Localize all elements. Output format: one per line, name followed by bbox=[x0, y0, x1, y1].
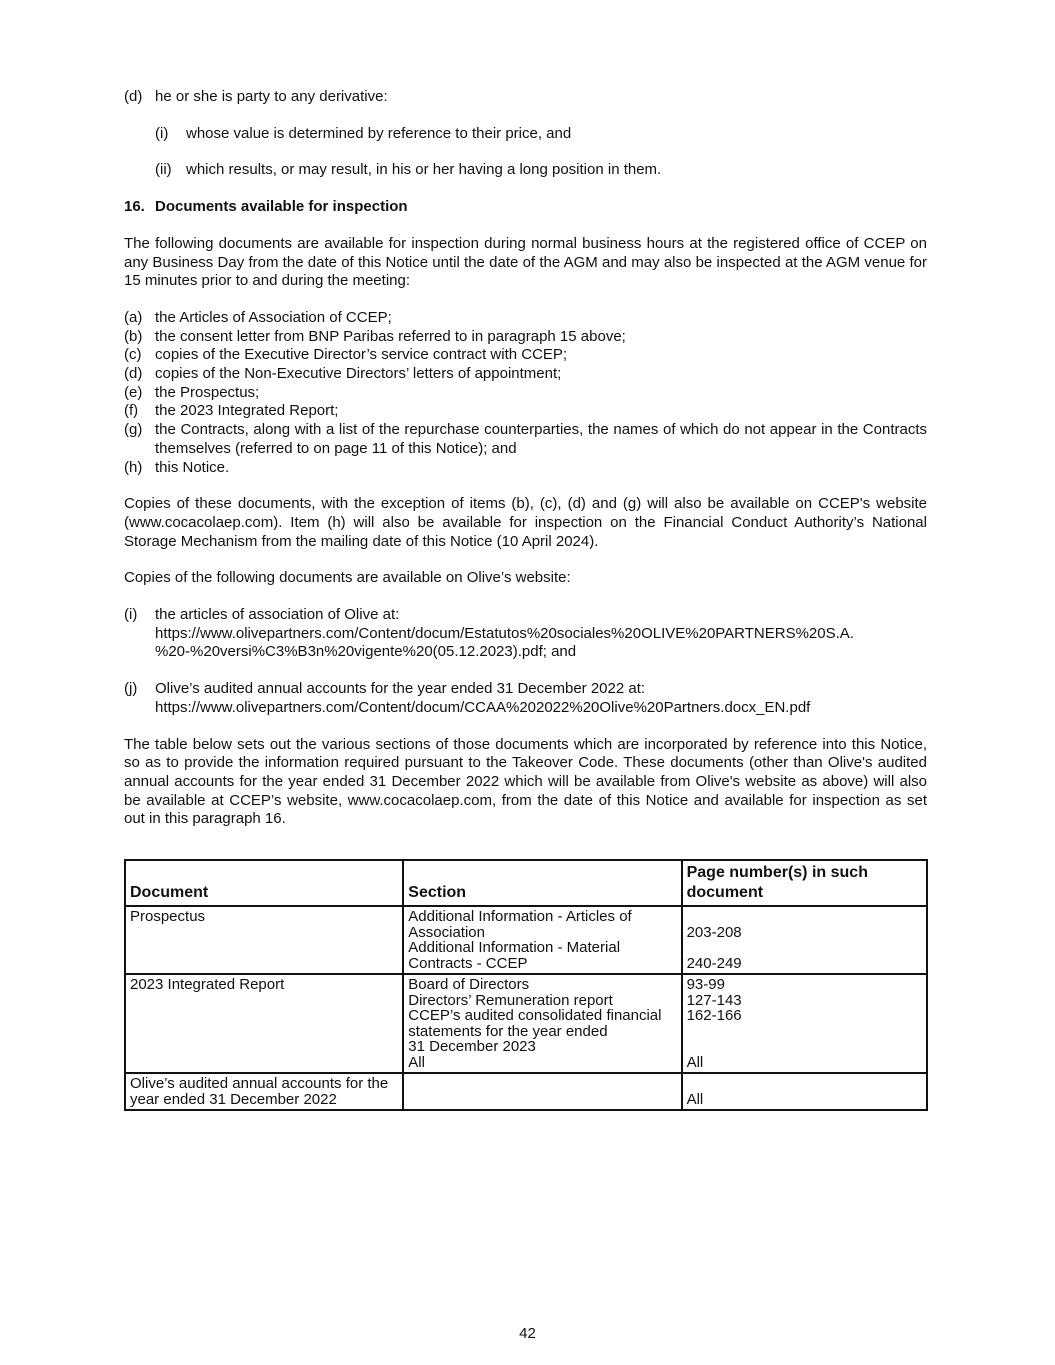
olive-item-j bbox=[124, 680, 927, 717]
cell-line: Directors’ Remuneration report bbox=[408, 991, 613, 1009]
list-label: (i) bbox=[124, 606, 138, 624]
list-text: the Prospectus; bbox=[155, 383, 260, 401]
header-document: Document bbox=[125, 860, 403, 906]
list-label: (f) bbox=[124, 402, 139, 420]
documents-list bbox=[124, 309, 927, 477]
list-item bbox=[124, 384, 927, 403]
list-label: (h) bbox=[124, 458, 143, 476]
paragraph-website: Copies of these documents, with the exception of items (b), (c), (d) and (g) will also be available on CCEP's website (www.cocacolaep.com). Item (h) will also be available for inspection on the Financial Conduct Authority’s National Storage Mechanism from the mailing date of this Notice (10 April 2024). bbox=[124, 495, 927, 550]
table-row bbox=[125, 1073, 927, 1110]
olive-j-text: Olive’s audited annual accounts for the year ended 31 December 2022 at: bbox=[155, 680, 646, 698]
list-text: the 2023 Integrated Report; bbox=[155, 402, 339, 420]
section-heading bbox=[124, 198, 927, 217]
cell-pages bbox=[682, 1073, 927, 1110]
section-number: 16. bbox=[124, 198, 145, 216]
list-label: (b) bbox=[124, 327, 143, 345]
olive-accounts-link[interactable]: https://www.olivepartners.com/Content/docum/CCAA%202022%20Olive%20Partners.docx_EN.pdf bbox=[155, 698, 811, 716]
cell-line: 127-143 bbox=[686, 991, 742, 1009]
olive-articles-link-cont[interactable]: %20-%20versi%C3%B3n%20vigente%20(05.12.2023).pdf; and bbox=[155, 643, 577, 661]
list-label: (i) bbox=[155, 124, 169, 142]
cell-line bbox=[687, 940, 922, 956]
list-label: (e) bbox=[124, 383, 143, 401]
olive-item-i bbox=[124, 606, 927, 662]
list-text: copies of the Non-Executive Directors’ letters of appointment; bbox=[155, 365, 562, 383]
list-label: (c) bbox=[124, 346, 142, 364]
list-text: copies of the Executive Director’s service contract with CCEP; bbox=[155, 346, 568, 364]
table-header-row bbox=[125, 860, 927, 906]
list-item bbox=[124, 365, 927, 384]
list-text: this Notice. bbox=[155, 458, 230, 476]
list-label: (j) bbox=[124, 680, 138, 698]
list-item bbox=[124, 346, 927, 365]
cell-line: 31 December 2023 bbox=[408, 1038, 536, 1055]
cell-line: All bbox=[686, 1053, 704, 1071]
list-text bbox=[155, 680, 927, 717]
olive-articles-link[interactable]: https://www.olivepartners.com/Content/docum/Estatutos%20sociales%20OLIVE%20PARTNERS%20S.A. bbox=[155, 624, 854, 642]
cell-line: 93-99 bbox=[686, 976, 725, 993]
list-label: (d) bbox=[124, 365, 143, 383]
cell-line: Board of Directors bbox=[408, 976, 530, 993]
list-item bbox=[124, 328, 927, 347]
cell-line: Contracts - CCEP bbox=[408, 954, 528, 972]
list-item bbox=[124, 402, 927, 421]
intro-subitem bbox=[155, 161, 927, 180]
cell-document: Olive’s audited annual accounts for the year ended 31 December 2022 bbox=[125, 1073, 403, 1110]
list-label: (d) bbox=[124, 88, 143, 105]
cell-line: All bbox=[686, 1090, 704, 1108]
cell-line: 162-166 bbox=[686, 1007, 742, 1024]
cell-section bbox=[403, 906, 681, 974]
cell-line: Association bbox=[408, 923, 485, 941]
page-number: 42 bbox=[519, 1325, 536, 1342]
intro-item bbox=[124, 88, 927, 107]
intro-subitem bbox=[155, 125, 927, 144]
cell-line: statements for the year ended bbox=[408, 1022, 608, 1040]
header-section: Section bbox=[403, 860, 681, 906]
cell-pages bbox=[682, 906, 927, 974]
cell-document: 2023 Integrated Report bbox=[125, 974, 403, 1073]
cell-line: 240-249 bbox=[686, 954, 742, 972]
list-item bbox=[124, 309, 927, 328]
list-text: which results, or may result, in his or her having a long position in them. bbox=[186, 161, 662, 179]
cell-line bbox=[687, 1024, 922, 1040]
table-row bbox=[125, 974, 927, 1073]
list-text: the Contracts, along with a list of the repurchase counterparties, the names of which do not appear in the Contracts themselves (referred to on page 11 of this Notice); and bbox=[155, 421, 927, 457]
list-text: the Articles of Association of CCEP; bbox=[155, 308, 392, 326]
list-text bbox=[155, 606, 927, 662]
paragraph-table-intro: The table below sets out the various sections of those documents which are incorporated by reference into this Notice, so as to provide the information required pursuant to the Takeover Code. These documents (other than Olive's audited annual accounts for the year ended 31 December 2022 which will be available from Olive's website as above) will also be available at CCEP’s website, www.cocacolaep.com, from the date of this Notice and available for inspection as set out in this paragraph 16. bbox=[124, 735, 927, 828]
paragraph-intro: The following documents are available for inspection during normal business hours at the registered office of CCEP on any Business Day from the date of this Notice until the date of the AGM and may also be inspected at the AGM venue for 15 minutes prior to and during the meeting: bbox=[124, 234, 927, 290]
list-text: the consent letter from BNP Paribas referred to in paragraph 15 above; bbox=[155, 327, 626, 345]
olive-i-text: the articles of association of Olive at: bbox=[155, 606, 400, 624]
cell-line bbox=[687, 1039, 922, 1055]
cell-section bbox=[403, 1073, 681, 1110]
cell-line: All bbox=[408, 1053, 425, 1071]
page-body bbox=[124, 88, 927, 829]
header-pages: Page number(s) in such document bbox=[682, 860, 927, 906]
cell-line: Additional Information - Material bbox=[408, 939, 621, 956]
cell-document: Prospectus bbox=[125, 906, 403, 974]
cell-line: CCEP’s audited consolidated financial bbox=[408, 1007, 662, 1024]
cell-line: 203-208 bbox=[686, 923, 742, 941]
list-label: (g) bbox=[124, 421, 143, 439]
documents-table bbox=[124, 859, 928, 1111]
cell-pages bbox=[682, 974, 927, 1073]
table-row bbox=[125, 906, 927, 974]
list-label: (a) bbox=[124, 308, 143, 326]
list-text: whose value is determined by reference to their price, and bbox=[186, 124, 572, 142]
list-label: (ii) bbox=[155, 161, 172, 179]
cell-line bbox=[687, 909, 922, 925]
cell-section bbox=[403, 974, 681, 1073]
section-title: Documents available for inspection bbox=[155, 198, 408, 216]
list-text: he or she is party to any derivative: bbox=[155, 88, 388, 105]
paragraph-olive: Copies of the following documents are available on Olive’s website: bbox=[124, 569, 571, 587]
list-item bbox=[124, 421, 927, 458]
list-item bbox=[124, 459, 927, 478]
cell-line: Additional Information - Articles of bbox=[408, 908, 632, 925]
